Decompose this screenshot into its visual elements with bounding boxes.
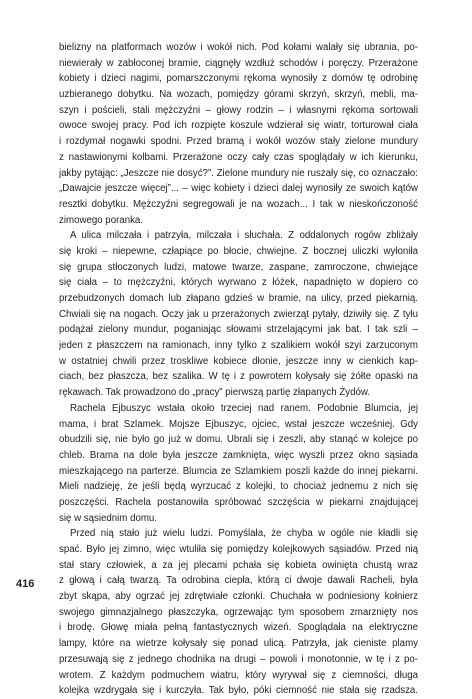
text-line: kolejka wzdrygała się i kurczyła. Tak było, póki ciemność nie stała się rzadsza.	[59, 685, 418, 697]
text-line: Rachela Ejbuszyc wstała około trzeciej nad ranem. Podobnie Blumcia, jej	[70, 402, 418, 414]
text-line: się ciała – to mężczyźni, których wyrwano z łóżek, napadnięto w dopiero co	[59, 277, 418, 289]
text-line: poszczęści. Rachela postanowiła spróbować szczęścia w piekarni znajdującej	[59, 496, 418, 508]
text-line: mama, i brat Szlamek. Mojsze Ejbuszyc, ojciec, wstał jeszcze wcześniej. Gdy	[59, 418, 418, 430]
text-line: rękawach. Tak prowadzono do „pracy” pierwszą partię złapanych Żydów.	[59, 387, 371, 399]
text-line: się w sąsiednim domu.	[59, 512, 157, 524]
text-line: zbyt skąpa, aby ogrzać jej zdrętwiałe członki. Chuchała w podniesiony kołnierz	[59, 591, 418, 603]
text-line: niewierały w zabłoconej bramie, ciągnęły wzdłuż schodów i poręczy. Przerażone	[59, 57, 418, 69]
text-line: ciach, bez płaszcza, bez szalika. W tę i z powrotem kołysały się żółte opaski na	[59, 371, 418, 383]
text-line: uzbieranego dobytku. Na wozach, pomiędzy górami skrzyń, skrzyń, mebli, ma-	[59, 89, 418, 101]
text-line: obudzili się, nie było go już w domu. Ubrali się i zeszli, aby stanąć w kolejce po	[59, 434, 418, 446]
body-text	[59, 40, 418, 699]
text-line: z głową i całą twarzą. Ta odrobina ciepła, którą ci dwoje dawali Racheli, była	[59, 575, 418, 587]
text-line: Mieli nadzieję, że jeśli będą wyrzucać z kolejki, to chociaż jednemu z nich się	[59, 481, 418, 493]
text-line: i brodę. Głowę miała pełną fantastycznych wizeń. Spoglądała na elektryczne	[59, 622, 418, 634]
text-line: resztki dobytku. Mężczyźni segregowali je na wozach... I tak w nieskończoność	[59, 198, 418, 210]
text-line: się grupa stłoczonych ludzi, matowe twarze, zaspane, zamroczone, chwiejące	[59, 261, 418, 273]
text-line: Chwiali się na nogach. Oczy jak u przerażonych zwierząt pytały, dziwiły się. Z tyłu	[59, 308, 418, 320]
text-line: A ulica milczała i patrzyła, milczała i słuchała. Z oddalonych rogów zbliżały	[70, 230, 418, 242]
text-line: spać. Było jej zimno, więc wtuliła się pomiędzy kolejkowych sąsiadów. Przed nią	[59, 544, 418, 555]
text-line: owoce swojej pracy. Pod ich rozpięte koszule wdzierał się wiatr, torturował ciała	[59, 120, 418, 132]
text-line: „Dawajcie jeszcze więcej”... – więc kobiety i dzieci dalej wynosiły ze swoich kątów	[59, 183, 418, 195]
text-line: jakby pytając: „Jeszcze nie dosyć?”. Zielone mundury nie ruszały się, co oznaczało:	[59, 167, 418, 179]
text-line: bielizny na platformach wozów i wokół nich. Pod kołami walały się ubrania, po-	[59, 42, 418, 53]
text-line: Przed nią stało już wielu ludzi. Pomyślała, że chyba w ogóle nie kładli się	[70, 528, 418, 540]
text-line: przebudzonych domach lub złapano gdzieś w bramie, na ulicy, przed piekarnią.	[59, 293, 418, 304]
text-line: lampy, które na wietrze kołysały się ponad ulicą. Patrzyła, jak cieniste plamy	[59, 638, 418, 650]
text-line: wrotem. Z każdym podmuchem wiatru, który wyrywał się z ciemności, długa	[59, 669, 418, 681]
text-line: przesuwają się z jednego chodnika na drugi – powoli i monotonnie, w tę i z po-	[59, 653, 418, 665]
page-number: 416	[16, 578, 35, 590]
text-line: swojego gimnazjalnego płaszczyka, ogrzewając tym sposobem zmarznięty nos	[59, 606, 418, 618]
text-line: podążał zielony mundur, poganiając słowami strzelającymi jak bat. I tak szli –	[59, 324, 418, 336]
text-line: i rozdymał nogawki spodni. Przed bramą i wokół wozów stały zielone mundury	[59, 136, 418, 148]
text-line: mieszkającego na parterze. Blumcia ze Szlamkiem poszli każde do innej piekarni.	[59, 465, 418, 477]
text-line: kobiety i dzieci nagimi, pomarszczonymi rękoma wynosiły z domów tę odrobinę	[59, 73, 418, 85]
text-line: zimowego poranka.	[59, 214, 144, 226]
text-line: się kroki – niepewne, człapiące po błocie, chwiejne. Z bocznej uliczki wyłoniła	[59, 245, 418, 257]
text-line: jeden z płaszczem na ramionach, inny tylko z szalikiem wokół szyi zarzuconym	[59, 340, 418, 352]
text-line: chleb. Brama na dole była jeszcze zamknięta, więc wyszli przez okno sąsiada	[59, 449, 418, 461]
text-line: szyn i pościeli, stali mężczyźni – głowy rodzin – i własnymi rękoma sortowali	[59, 104, 418, 116]
text-line: stał stary człowiek, a za jej plecami pchała się kobieta owinięta chustą wraz	[59, 559, 418, 571]
text-line: z nastawionymi kolbami. Przerażone oczy cały czas spoglądały w ich kierunku,	[59, 151, 418, 163]
text-line: w ostatniej chwili przez troskliwe kobiece dłonie, jeszcze inny w cienkich kap-	[59, 355, 418, 367]
